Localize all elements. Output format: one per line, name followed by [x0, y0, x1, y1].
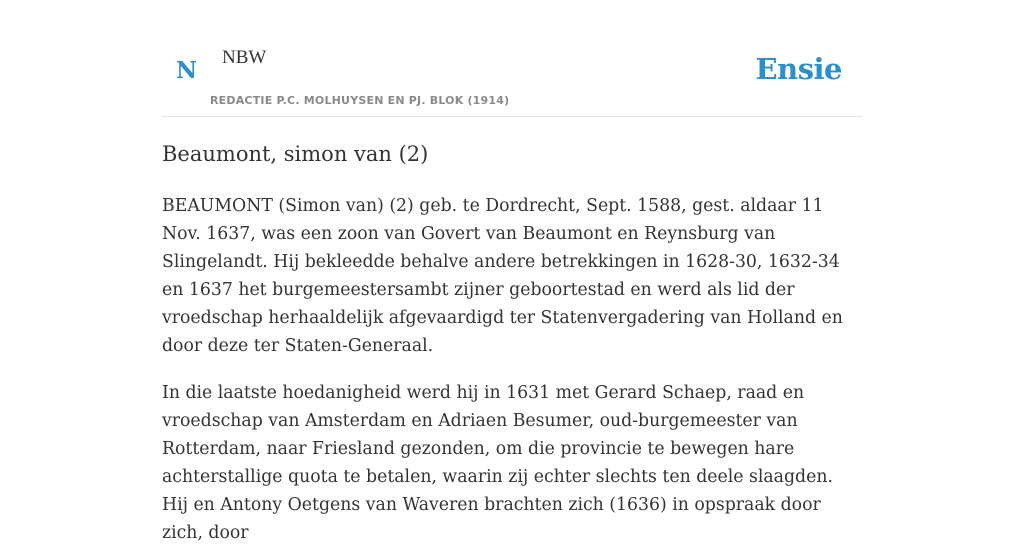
- source-name[interactable]: NBW: [222, 47, 267, 68]
- article-paragraph: BEAUMONT (Simon van) (2) geb. te Dordrecht, Sept. 1588, gest. aldaar 11 Nov. 1637, was een zoon van Govert van Beaumont en Reynsburg van Slingelandt. Hij bekleedde behalve andere betrekkingen in 1628-30, 1632-34 en 1637 het burgemeestersambt zijner geboortestad en werd als lid der vroedschap herhaaldelijk afgevaardigd ter Statenvergadering van Holland en door deze ter Staten-Generaal.: [162, 196, 843, 356]
- article-paragraph: In die laatste hoedanigheid werd hij in 1631 met Gerard Schaep, raad en vroedschap van Amsterdam en Adriaen Besumer, oud-burgemeester van Rotterdam, naar Friesland gezonden, om die provincie te bewegen hare achterstallige quota te betalen, waarin zij echter slechts ten deele slaagden. Hij en Antony Oetgens van Waveren brachten zich (1636) in opspraak door zich, door: [162, 383, 833, 543]
- article-title: Beaumont, simon van (2): [162, 142, 429, 166]
- source-logo[interactable]: N: [176, 57, 198, 84]
- header: [162, 0, 862, 117]
- article: [162, 138, 862, 547]
- brand-logo[interactable]: Ensie: [755, 52, 842, 86]
- source-subtitle: REDACTIE P.C. MOLHUYSEN EN PJ. BLOK (1914): [210, 94, 510, 107]
